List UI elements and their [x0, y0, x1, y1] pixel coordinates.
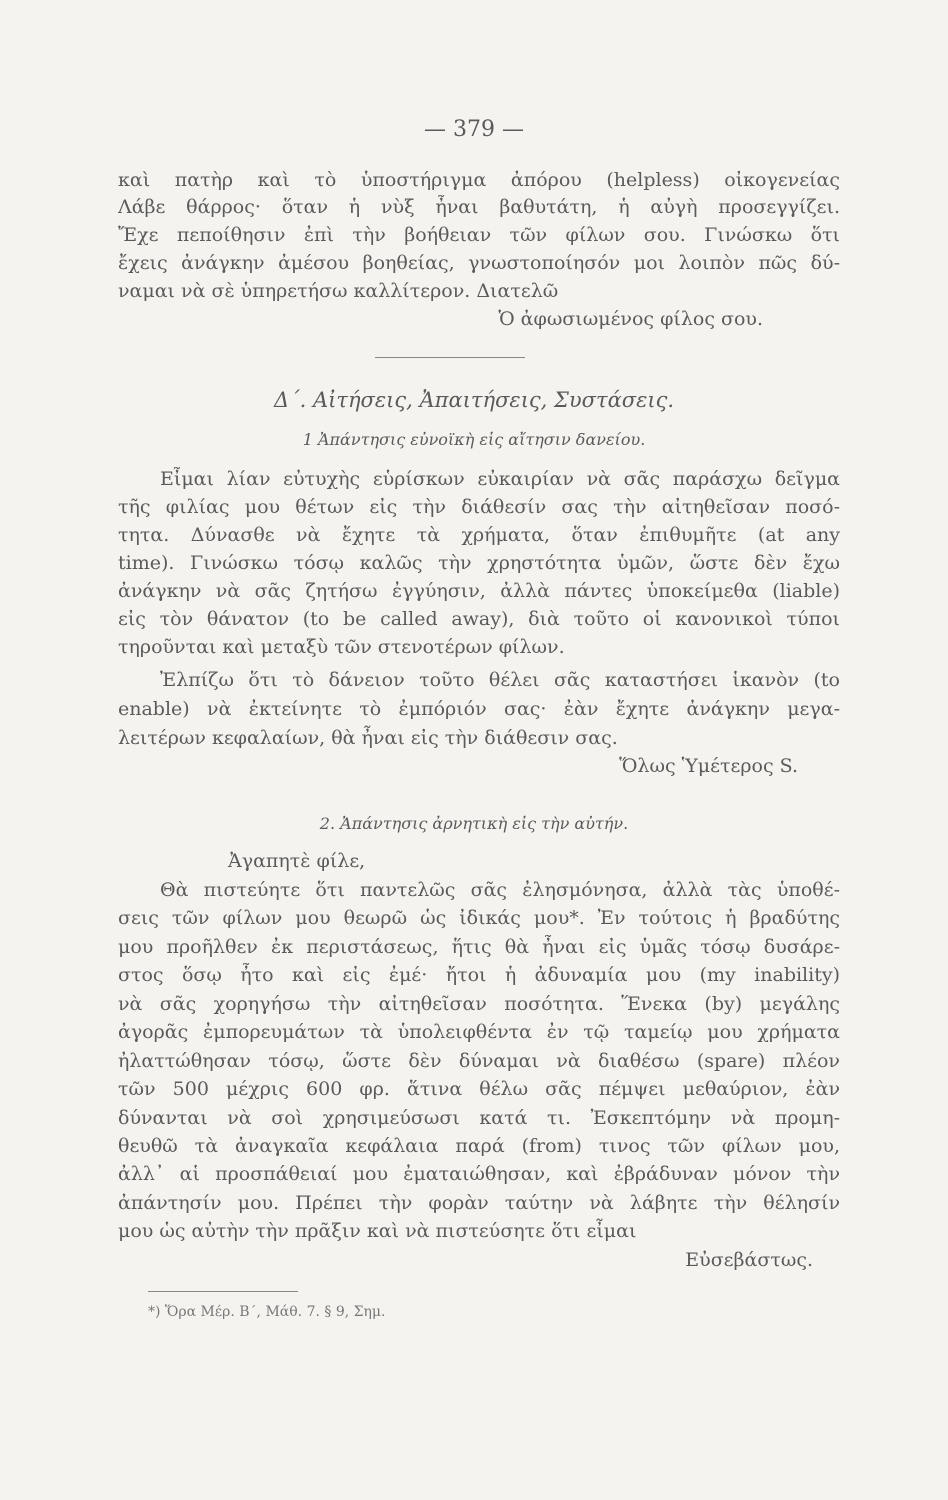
text-line: στος ὅσῳ ἦτο καὶ εἰς ἐμέ· ἤτοι ἡ ἀδυναμία μου (my inability) — [118, 964, 840, 986]
text-line: τηροῦνται καὶ μεταξὺ τῶν στενοτέρων φίλων. — [118, 636, 565, 658]
letter-title: 1 Ἀπάντησις εὐνοϊκὴ εἰς αἴτησιν δανείου. — [302, 430, 646, 449]
text-line: τῶν 500 μέχρις 600 φρ. ἅτινα θέλω σᾶς πέμψει μεθαύριον, ἐὰν — [118, 1078, 840, 1100]
text-line: Ἔχε πεποίθησιν ἐπὶ τὴν βοήθειαν τῶν φίλων σου. Γινώσκω ὅτι — [118, 224, 840, 246]
text-line: ἠλαττώθησαν τόσῳ, ὥστε δὲν δύναμαι νὰ διαθέσω (spare) πλέον — [118, 1050, 840, 1072]
text-line: καὶ πατὴρ καὶ τὸ ὑποστήριγμα ἀπόρου (helpless) οἰκογενείας — [118, 169, 840, 191]
letter-title: 2. Ἀπάντησις ἀρνητικὴ εἰς τὴν αὐτήν. — [319, 814, 629, 833]
text-line: ἀνάγκην νὰ σᾶς ζητήσω ἐγγύησιν, ἀλλὰ πάντες ὑποκείμεθα (liable) — [118, 580, 840, 602]
text-line: εἰς τὸν θάνατον (to be called away), διὰ τοῦτο οἱ κανονικοὶ τύποι — [118, 608, 840, 630]
text-line: μου προῆλθεν ἐκ περιστάσεως, ἥτις θὰ ἦναι εἰς ὑμᾶς τόσῳ δυσάρε- — [118, 936, 840, 958]
text-line: Θὰ πιστεύητε ὅτι παντελῶς σᾶς ἐλησμόνησα, ἀλλὰ τὰς ὑποθέ- — [160, 879, 840, 901]
text-line: σεις τῶν φίλων μου θεωρῶ ὡς ἰδικάς μου*. Ἐν τούτοις ἡ βραδύτης — [118, 907, 840, 929]
section-divider — [375, 357, 525, 358]
text-line: τητα. Δύνασθε νὰ ἔχητε τὰ χρήματα, ὅταν ἐπιθυμῆτε (at any — [118, 524, 840, 546]
signature: Εὐσεβάστως. — [685, 1249, 813, 1271]
text-line: λειτέρων κεφαλαίων, θὰ ἦναι εἰς τὴν διάθεσιν σας. — [118, 727, 618, 749]
section-title: Δ΄. Αἰτήσεις, Ἀπαιτήσεις, Συστάσεις. — [273, 388, 675, 412]
text-line: ἀλλ᾽ αἱ προσπάθειαί μου ἐματαιώθησαν, καὶ ἐβράδυναν μόνον τὴν — [118, 1163, 840, 1185]
signature: Ὁ ἀφωσιωμένος φίλος σου. — [498, 308, 763, 330]
text-line: νὰ σᾶς χορηγήσω τὴν αἰτηθεῖσαν ποσότητα. Ἕνεκα (by) μεγάλης — [118, 993, 840, 1015]
text-line: enable) νὰ ἐκτείνητε τὸ ἐμπόριόν σας· ἐὰν ἔχητε ἀνάγκην μεγα- — [118, 698, 840, 720]
salutation: Ἀγαπητὲ φίλε, — [228, 850, 366, 872]
text-line: τῆς φιλίας μου θέτων εἰς τὴν διάθεσίν σας τὴν αἰτηθεῖσαν ποσό- — [118, 496, 840, 518]
text-line: ἔχεις ἀνάγκην ἀμέσου βοηθείας, γνωστοποίησόν μοι λοιπὸν πῶς δύ- — [118, 252, 840, 274]
text-line: θευθῶ τὰ ἀναγκαῖα κεφάλαια παρά (from) τινος τῶν φίλων μου, — [118, 1135, 840, 1157]
text-line: δύνανται νὰ σοὶ χρησιμεύσωσι κατά τι. Ἐσκεπτόμην νὰ προμη- — [118, 1107, 840, 1129]
signature: Ὅλως Ὑμέτερος S. — [619, 755, 798, 777]
text-line: μου ὡς αὐτὴν τὴν πρᾶξιν καὶ νὰ πιστεύσητε ὅτι εἶμαι — [118, 1220, 637, 1242]
text-line: time). Γινώσκω τόσῳ καλῶς τὴν χρηστότητα ὑμῶν, ὥστε δὲν ἔχω — [118, 552, 840, 574]
footnote: *) Ὅρα Μέρ. Β΄, Μάθ. 7. § 9, Σημ. — [148, 1304, 386, 1320]
page-number: — 379 — — [424, 117, 524, 142]
text-line: Ἐλπίζω ὅτι τὸ δάνειον τοῦτο θέλει σᾶς καταστήσει ἱκανὸν (to — [160, 669, 840, 691]
text-line: ἀγορᾶς ἐμπορευμάτων τὰ ὑπολειφθέντα ἐν τῷ ταμείῳ μου χρήματα — [118, 1021, 840, 1043]
text-line: Εἶμαι λίαν εὐτυχὴς εὑρίσκων εὐκαιρίαν νὰ σᾶς παράσχω δεῖγμα — [160, 468, 840, 490]
text-line: Λάβε θάρρος· ὅταν ἡ νὺξ ἦναι βαθυτάτη, ἡ αὐγὴ προσεγγίζει. — [118, 196, 840, 218]
text-line: ἀπάντησίν μου. Πρέπει τὴν φορὰν ταύτην νὰ λάβητε τὴν θέλησίν — [118, 1192, 840, 1214]
text-line: ναμαι νὰ σὲ ὑπηρετήσω καλλίτερον. Διατελῶ — [118, 280, 559, 302]
footnote-divider — [148, 1291, 298, 1292]
